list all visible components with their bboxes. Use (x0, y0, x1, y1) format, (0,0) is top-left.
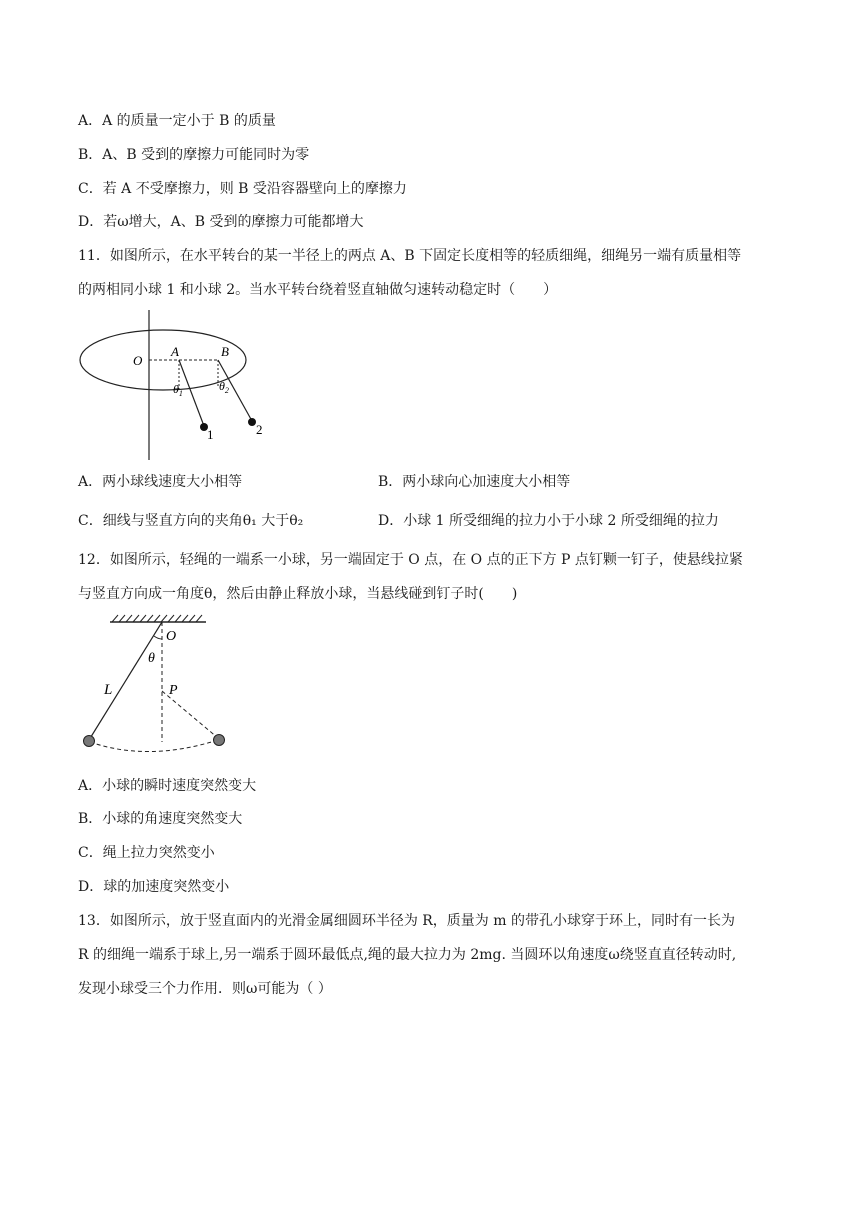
q12-stem-line1: 12．如图所示，轻绳的一端系一小球，另一端固定于 O 点，在 O 点的正下方 P 点钉颗一钉子，使悬线拉紧 (78, 552, 743, 568)
ball-2 (248, 418, 256, 426)
pendulum-string (89, 622, 162, 740)
label-O: O (133, 353, 143, 368)
q12-option-d: D．球的加速度突然变小 (78, 879, 230, 895)
q11-stem-line2: 的两相同小球 1 和小球 2。当水平转台绕着竖直轴做匀速转动稳定时（ ） (78, 282, 558, 298)
q11-stem-line1: 11．如图所示，在水平转台的某一半径上的两点 A、B 下固定长度相等的轻质细绳，细绳另一端有质量相等 (78, 248, 742, 264)
label-L: L (104, 682, 113, 698)
label-O: O (166, 629, 177, 644)
label-B: B (221, 344, 229, 359)
q11-option-d: D．小球 1 所受细绳的拉力小于小球 2 所受细绳的拉力 (378, 513, 719, 529)
q11-option-a: A．两小球线速度大小相等 (78, 474, 243, 490)
nail-string-dashed (162, 691, 218, 738)
label-ball2: 2 (256, 422, 263, 437)
ball-left (84, 736, 95, 747)
q13-stem-line3: 发现小球受三个力作用．则ω可能为（ ） (78, 981, 332, 997)
label-theta2: $\theta_2$ (219, 379, 229, 395)
ball-right (214, 735, 225, 746)
swing-arc (90, 740, 218, 752)
label-P: P (169, 683, 178, 698)
q10-option-c: C．若 A 不受摩擦力，则 B 受沿容器壁向上的摩擦力 (78, 181, 407, 197)
label-theta: θ (148, 651, 155, 666)
q13-stem-line2: R 的细绳一端系于球上,另一端系于圆环最低点,绳的最大拉力为 2mg. 当圆环以角速度ω绕竖直直径转动时, (78, 947, 737, 963)
q10-option-a: A．A 的质量一定小于 B 的质量 (78, 113, 276, 129)
q10-option-b: B．A、B 受到的摩擦力可能同时为零 (78, 147, 310, 163)
q12-option-c: C．绳上拉力突然变小 (78, 845, 215, 861)
q12-option-b: B．小球的角速度突然变大 (78, 811, 243, 827)
q11-figure (78, 308, 278, 463)
q12-stem-line2: 与竖直方向成一角度θ，然后由静止释放小球，当悬线碰到钉子时( ) (78, 586, 518, 602)
q13-stem-line1: 13．如图所示，放于竖直面内的光滑金属细圆环半径为 R，质量为 m 的带孔小球穿于环上，同时有一长为 (78, 913, 735, 929)
theta-arc (154, 636, 162, 639)
label-A: A (171, 344, 179, 359)
q12-option-a: A．小球的瞬时速度突然变大 (78, 778, 257, 794)
ceiling-hatch (112, 615, 202, 622)
q11-option-b: B．两小球向心加速度大小相等 (378, 474, 571, 490)
q12-figure (78, 612, 238, 760)
label-ball1: 1 (207, 427, 214, 442)
q11-option-c: C．细线与竖直方向的夹角θ₁ 大于θ₂ (78, 513, 304, 529)
q10-option-d: D．若ω增大，A、B 受到的摩擦力可能都增大 (78, 214, 364, 230)
label-theta1: $\theta_1$ (173, 382, 183, 398)
